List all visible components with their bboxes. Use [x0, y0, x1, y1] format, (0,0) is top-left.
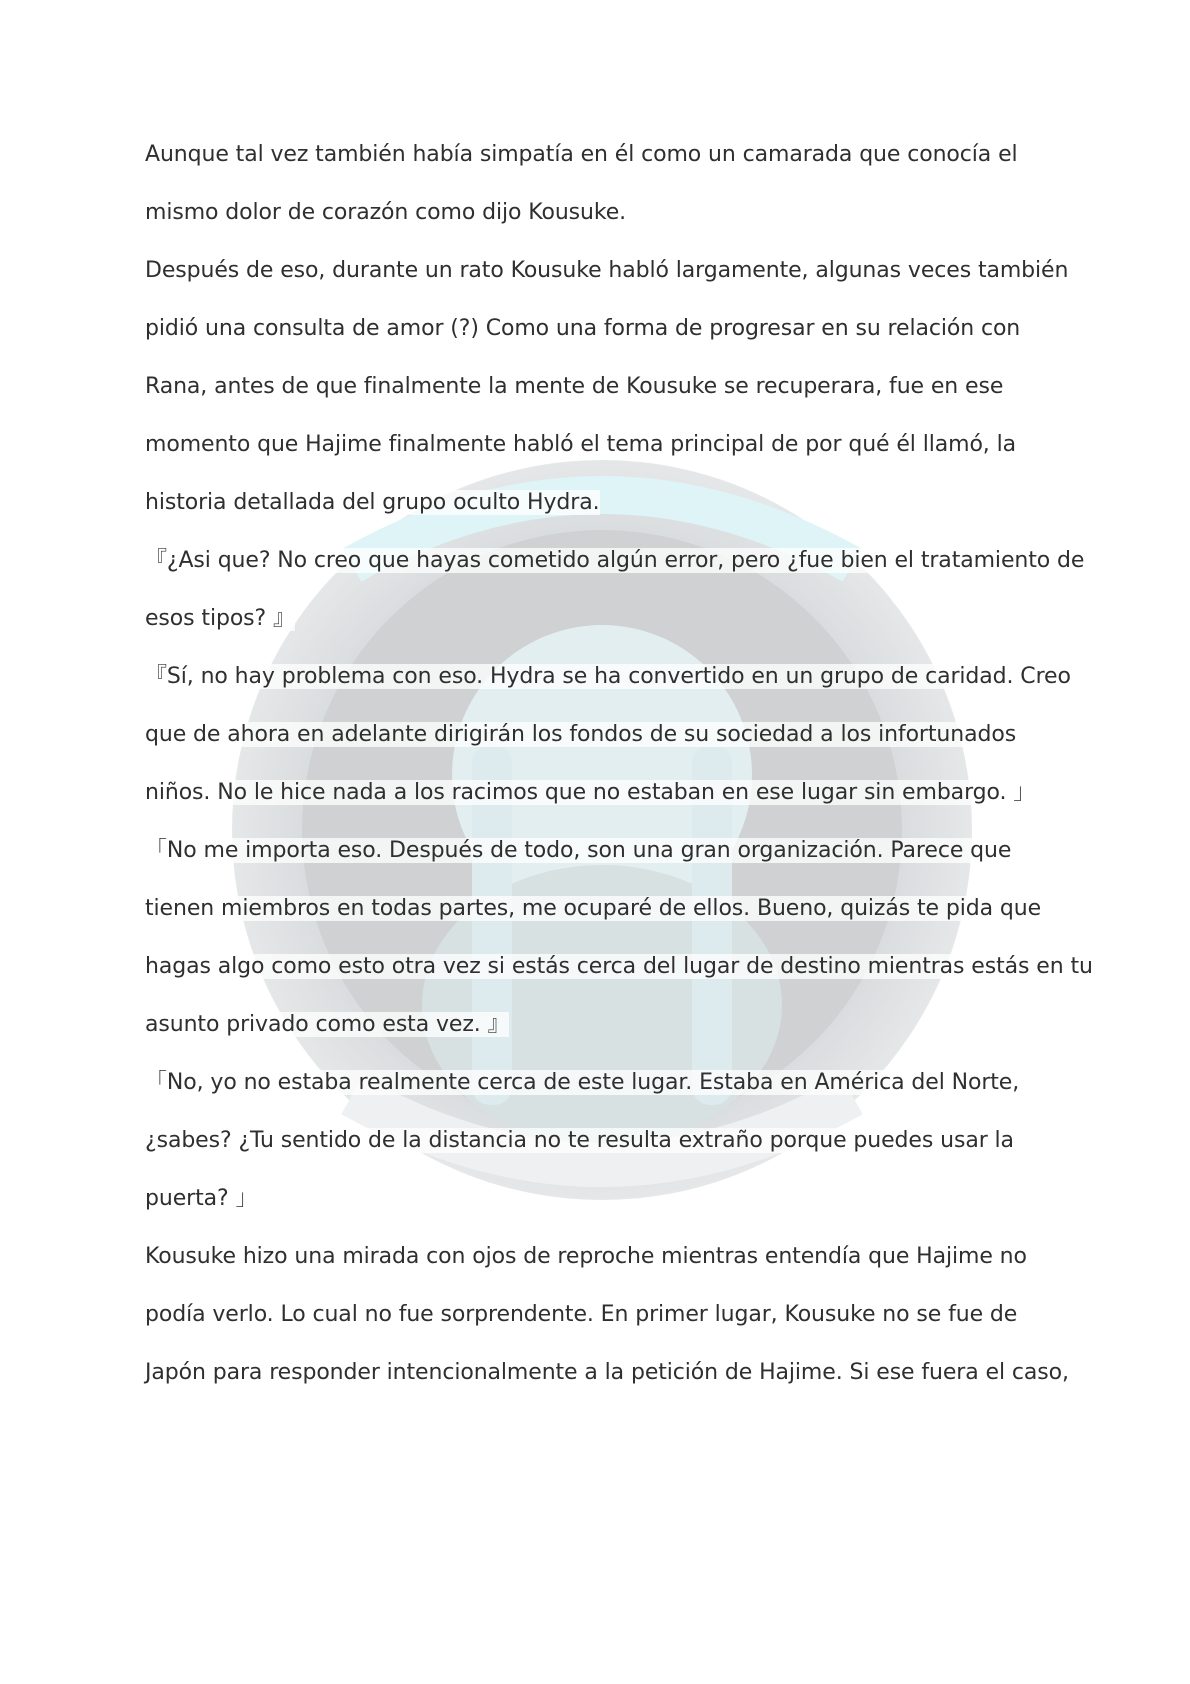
text-line: asunto privado como esta vez. 』 [145, 1012, 510, 1037]
text-line: mismo dolor de corazón como dijo Kousuke. [145, 200, 627, 225]
text-line: Aunque tal vez también había simpatía en él como un camarada que conocía el [145, 142, 1018, 167]
text-line: momento que Hajime finalmente habló el tema principal de por qué él llamó, la [145, 432, 1016, 457]
text-line: hagas algo como esto otra vez si estás cerca del lugar de destino mientras estás en tu [145, 954, 1093, 979]
text-line: 『Sí, no hay problema con eso. Hydra se ha convertido en un grupo de caridad. Creo [145, 664, 1071, 689]
text-line: ¿sabes? ¿Tu sentido de la distancia no te resulta extraño porque puedes usar la [145, 1128, 1014, 1153]
text-line: niños. No le hice nada a los racimos que no estaban en ese lugar sin embargo. 」 [145, 780, 1036, 805]
text-line: historia detallada del grupo oculto Hydra. [145, 490, 600, 515]
text-line: podía verlo. Lo cual no fue sorprendente. En primer lugar, Kousuke no se fue de [145, 1302, 1018, 1327]
text-line: 「No me importa eso. Después de todo, son una gran organización. Parece que [145, 838, 1012, 863]
text-line: puerta? 」 [145, 1186, 258, 1211]
text-line: 『¿Asi que? No creo que hayas cometido algún error, pero ¿fue bien el tratamiento de [145, 548, 1085, 573]
text-line: 「No, yo no estaba realmente cerca de este lugar. Estaba en América del Norte, [145, 1070, 1020, 1095]
text-line: esos tipos? 』 [145, 606, 295, 631]
text-line: Japón para responder intencionalmente a la petición de Hajime. Si ese fuera el caso, [145, 1360, 1069, 1385]
text-line: Después de eso, durante un rato Kousuke habló largamente, algunas veces también [145, 258, 1069, 283]
text-line: Rana, antes de que finalmente la mente de Kousuke se recuperara, fue en ese [145, 374, 1004, 399]
text-line: que de ahora en adelante dirigirán los fondos de su sociedad a los infortunados [145, 722, 1017, 747]
text-line: Kousuke hizo una mirada con ojos de reproche mientras entendía que Hajime no [145, 1244, 1027, 1269]
text-line: tienen miembros en todas partes, me ocuparé de ellos. Bueno, quizás te pida que [145, 896, 1042, 921]
text-line: pidió una consulta de amor (?) Como una forma de progresar en su relación con [145, 316, 1021, 341]
